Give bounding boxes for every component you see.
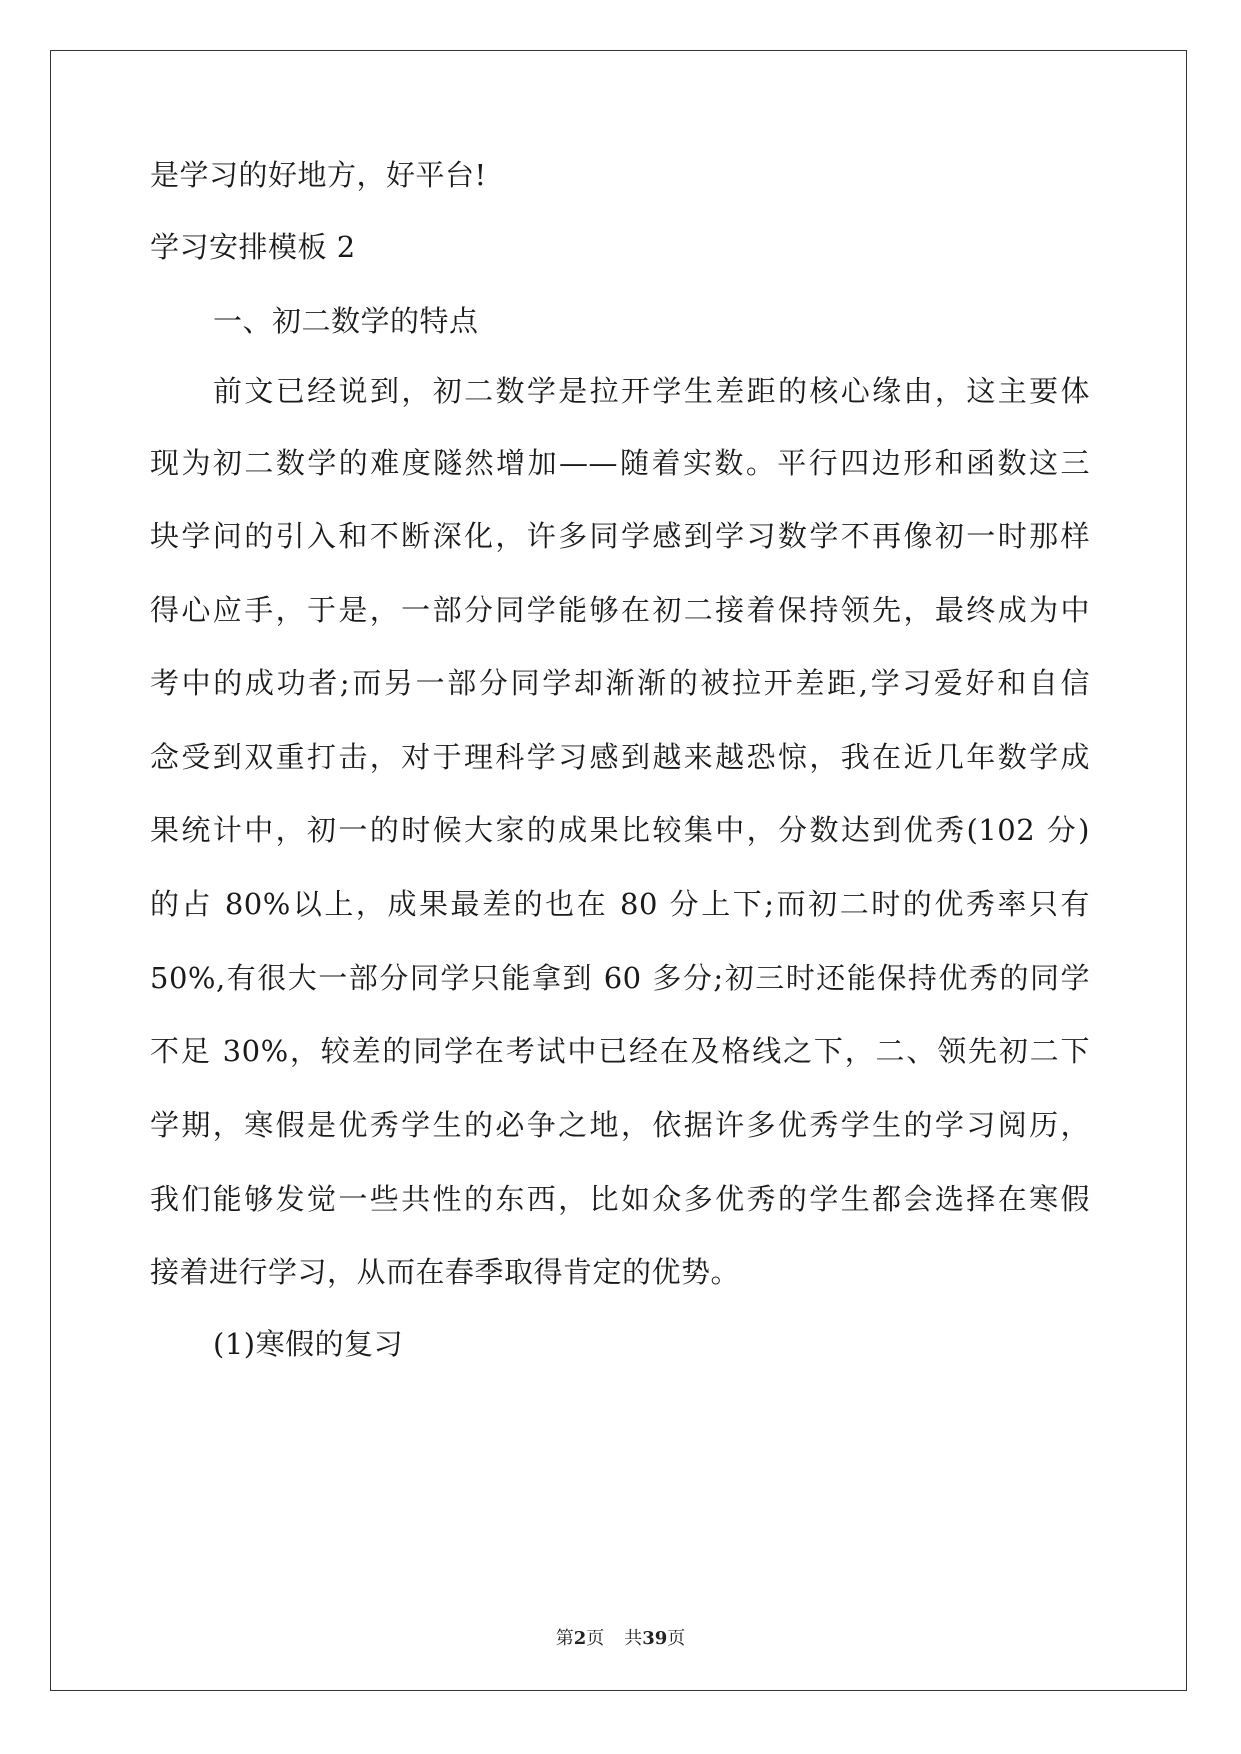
paragraph-line: 学期，寒假是优秀学生的必争之地，依据许多优秀学生的学习阅历， xyxy=(150,1108,1090,1142)
section-title: 一、初二数学的特点 xyxy=(213,304,479,338)
paragraph-line: 前文已经说到，初二数学是拉开学生差距的核心缘由，这主要体 xyxy=(213,374,1090,408)
paragraph-line: 果统计中，初一的时候大家的成果比较集中，分数达到优秀(102 分) xyxy=(150,813,1090,847)
page-footer xyxy=(0,1627,1241,1651)
footer-page-number: 2 xyxy=(573,1628,587,1649)
footer-total-pages: 39 xyxy=(642,1628,668,1649)
intro-line: 是学习的好地方，好平台! xyxy=(150,158,487,192)
document-heading: 学习安排模板 2 xyxy=(150,230,356,264)
paragraph-line: 的占 80%以上，成果最差的也在 80 分上下;而初二时的优秀率只有 xyxy=(150,887,1090,921)
paragraph-line: 我们能够发觉一些共性的东西，比如众多优秀的学生都会选择在寒假 xyxy=(150,1182,1090,1216)
paragraph-line: 现为初二数学的难度隧然增加——随着实数。平行四边形和函数这三 xyxy=(150,446,1090,480)
subsection-title: (1)寒假的复习 xyxy=(213,1327,404,1361)
page-frame xyxy=(50,50,1187,1691)
footer-page-prefix: 第 xyxy=(555,1628,574,1649)
paragraph-line: 块学问的引入和不断深化，许多同学感到学习数学不再像初一时那样 xyxy=(150,519,1090,553)
paragraph-line: 考中的成功者;而另一部分同学却渐渐的被拉开差距,学习爱好和自信 xyxy=(150,666,1090,700)
paragraph-line: 得心应手，于是，一部分同学能够在初二接着保持领先，最终成为中 xyxy=(150,593,1090,627)
paragraph-line: 念受到双重打击，对于理科学习感到越来越恐惊，我在近几年数学成 xyxy=(150,740,1090,774)
footer-total-suffix: 页 xyxy=(667,1628,686,1649)
paragraph-line: 50%,有很大一部分同学只能拿到 60 多分;初三时还能保持优秀的同学 xyxy=(150,961,1090,995)
paragraph-line: 接着进行学习，从而在春季取得肯定的优势。 xyxy=(150,1255,741,1289)
paragraph-line: 不足 30%，较差的同学在考试中已经在及格线之下，二、领先初二下 xyxy=(150,1034,1090,1068)
footer-total-prefix: 共 xyxy=(624,1628,643,1649)
footer-page-suffix: 页 xyxy=(586,1628,605,1649)
